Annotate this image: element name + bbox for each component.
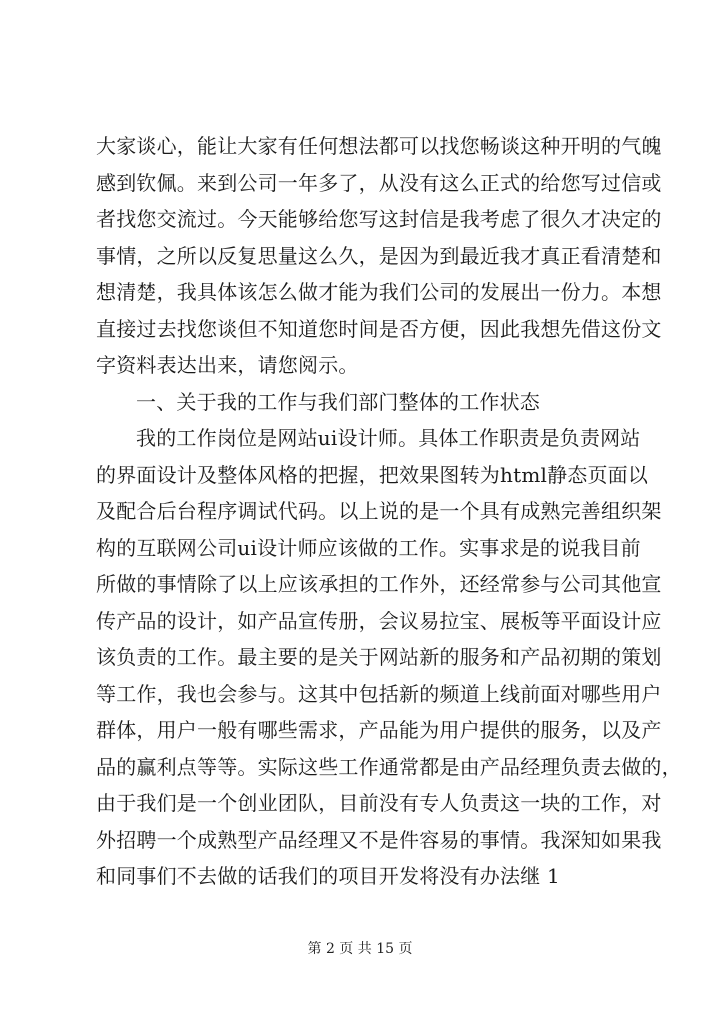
text-line: 一、关于我的工作与我们部门整体的工作状态: [136, 389, 540, 414]
text-line: 字资料表达出来，请您阅示。: [96, 353, 359, 377]
text-line: 及配合后台程序调试代码。以上说的是一个具有成熟完善组织架: [96, 499, 662, 523]
text-line: 品的赢利点等等。实际这些工作通常都是由产品经理负责去做的，: [96, 754, 682, 779]
text-line: 的界面设计及整体风格的把握，把效果图转为html静态页面以: [96, 462, 649, 487]
document-body: [96, 128, 682, 895]
text-line: 感到钦佩。来到公司一年多了，从没有这么正式的给您写过信或: [96, 170, 662, 195]
text-line: 构的互联网公司ui设计师应该做的工作。实事求是的说我目前: [96, 535, 641, 560]
text-line: 该负责的工作。最主要的是关于网站新的服务和产品初期的策划: [96, 645, 662, 669]
text-line: 者找您交流过。今天能够给您写这封信是我考虑了很久才决定的: [96, 207, 662, 231]
text-line: 事情，之所以反复思量这么久，是因为到最近我才真正看清楚和: [96, 243, 662, 268]
text-line: 直接过去找您谈但不知道您时间是否方便，因此我想先借这份文: [96, 316, 662, 341]
text-line: 和同事们不去做的话我们的项目开发将没有办法继 1: [96, 864, 560, 888]
text-line: 等工作，我也会参与。这其中包括新的频道上线前面对哪些用户: [96, 681, 662, 706]
text-line: 我的工作岗位是网站ui设计师。具体工作职责是负责网站: [136, 426, 641, 450]
text-line: 所做的事情除了以上应该承担的工作外，还经常参与公司其他宣: [96, 572, 662, 596]
page-footer: 第 2 页 共 15 页: [307, 941, 413, 957]
text-line: 群体，用户一般有哪些需求，产品能为用户提供的服务，以及产: [96, 718, 662, 742]
text-line: 传产品的设计，如产品宣传册，会议易拉宝、展板等平面设计应: [96, 608, 662, 633]
text-line: 外招聘一个成熟型产品经理又不是件容易的事情。我深知如果我: [96, 827, 662, 852]
text-line: 由于我们是一个创业团队，目前没有专人负责这一块的工作，对: [96, 791, 662, 815]
text-line: 大家谈心，能让大家有任何想法都可以找您畅谈这种开明的气魄: [96, 134, 662, 158]
text-line: 想清楚，我具体该怎么做才能为我们公司的发展出一份力。本想: [96, 280, 662, 304]
